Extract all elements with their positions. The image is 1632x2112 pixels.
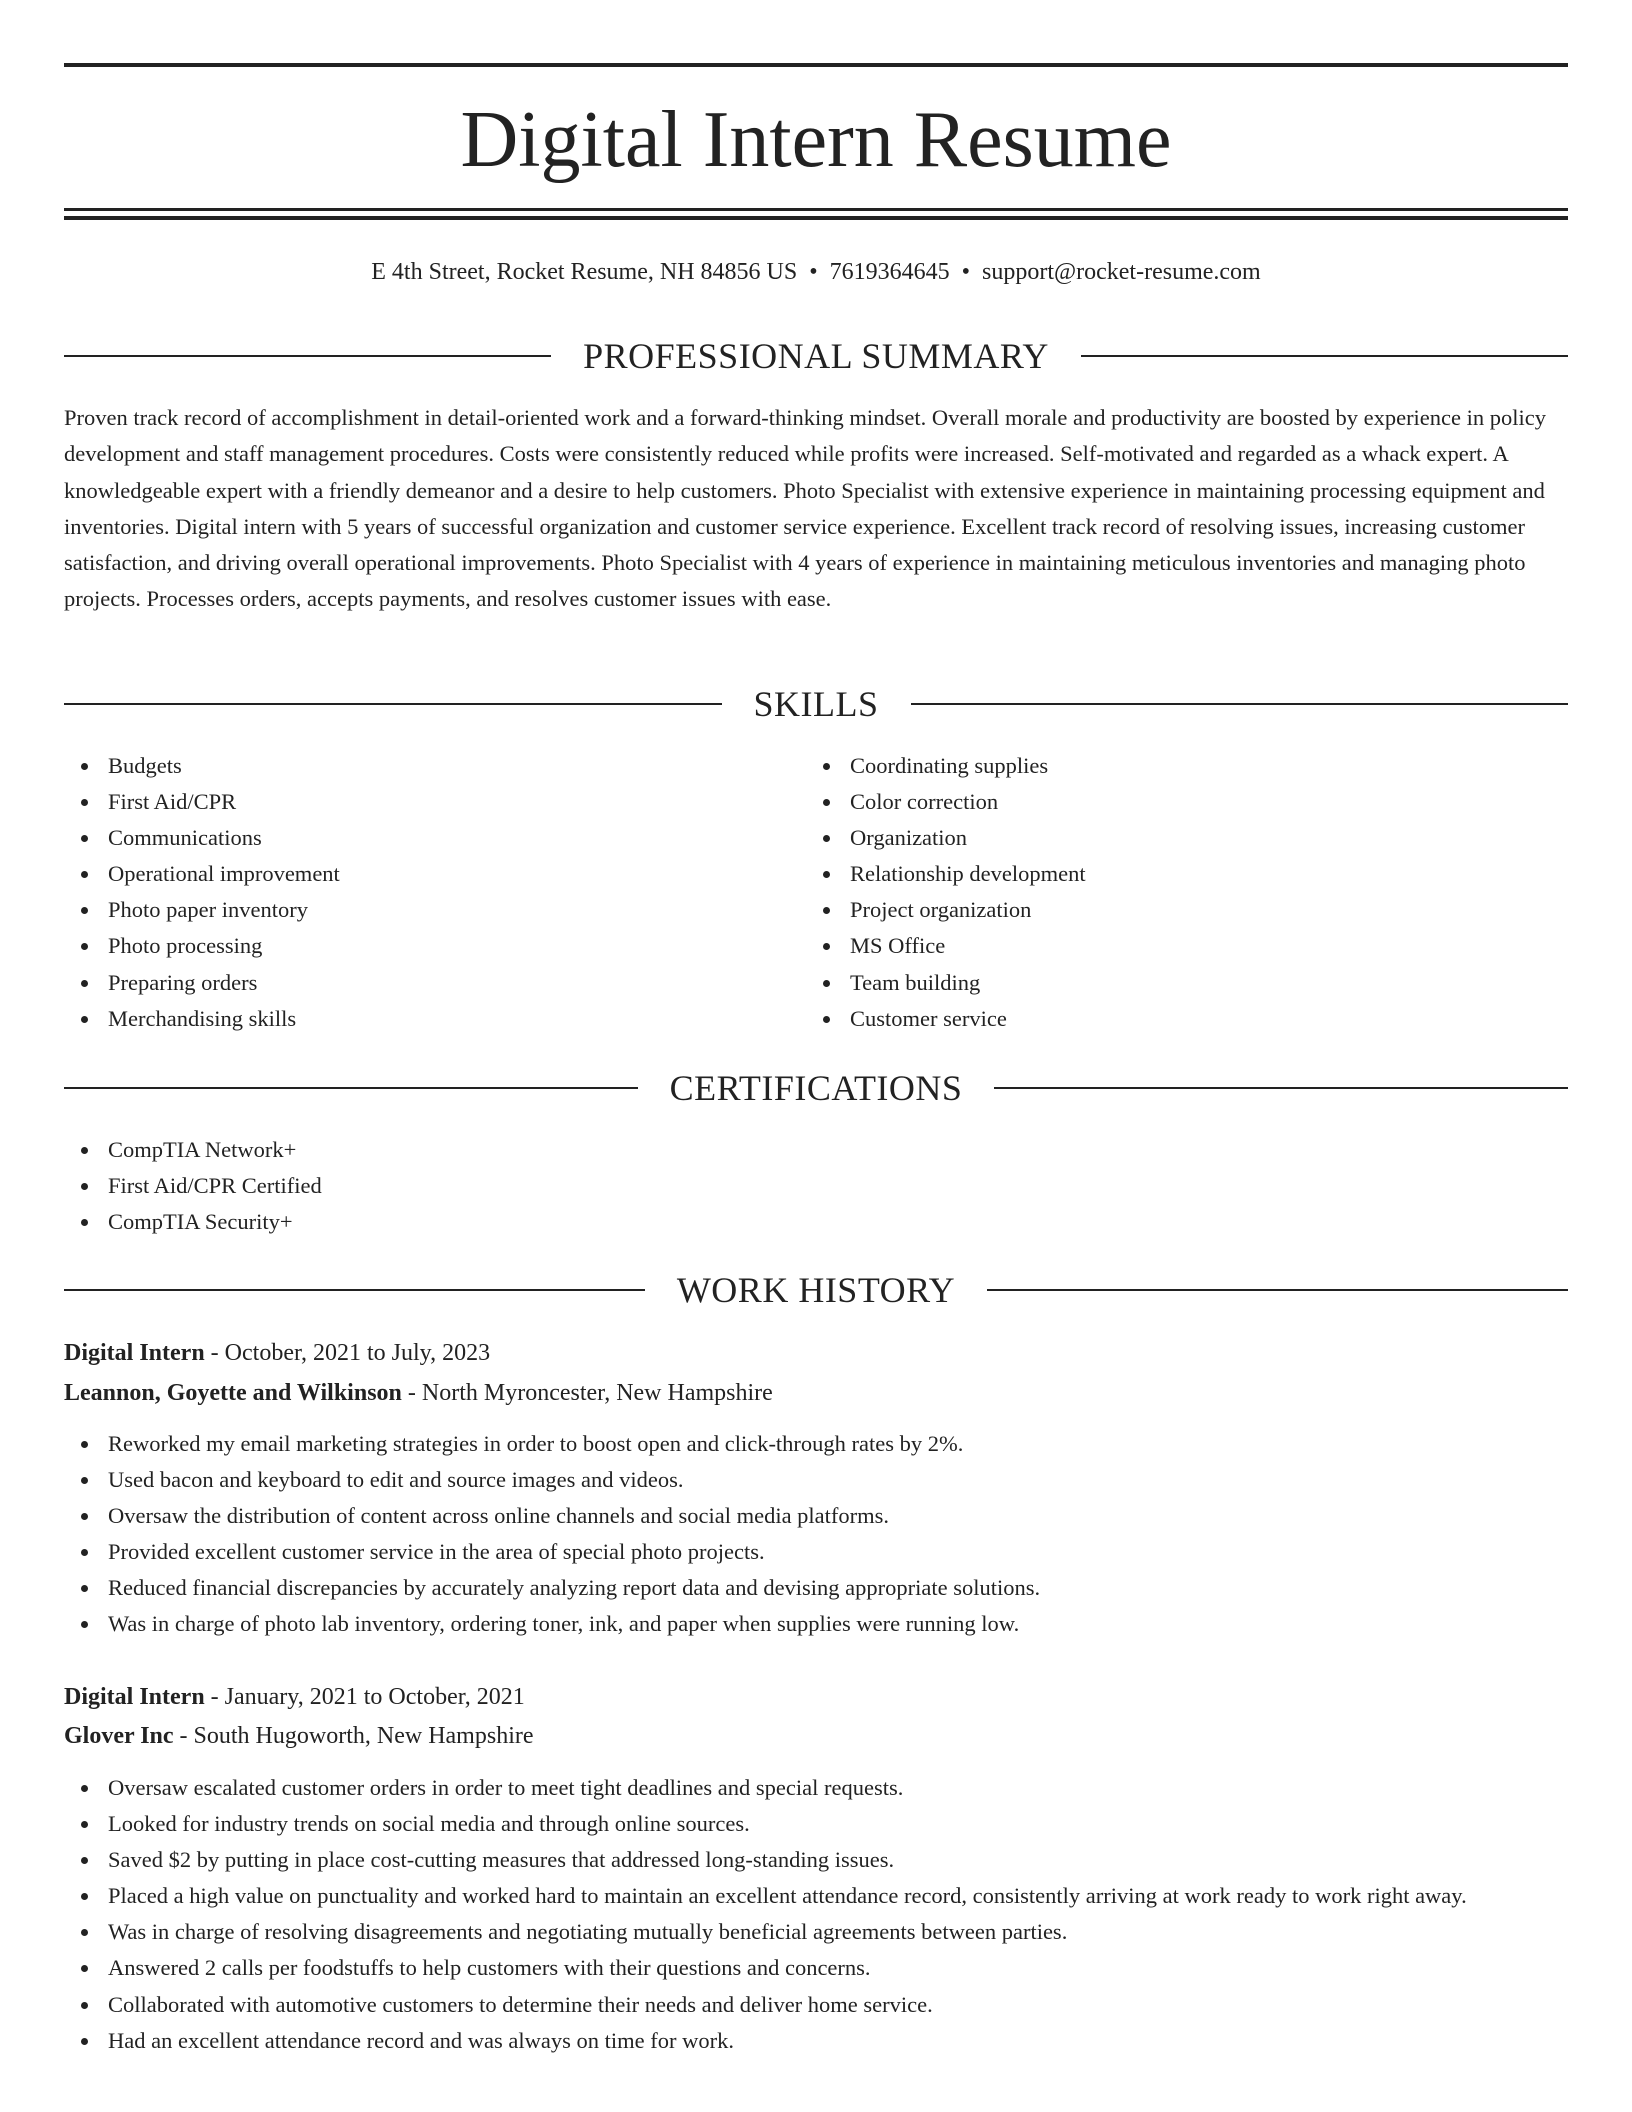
job-location: - South Hugoworth, New Hampshire <box>173 1723 534 1749</box>
job-dates: - October, 2021 to July, 2023 <box>204 1340 491 1366</box>
contact-address: E 4th Street, Rocket Resume, NH 84856 US <box>371 259 798 285</box>
top-rule <box>64 63 1568 67</box>
section-rule-left <box>64 1087 638 1089</box>
section-header-summary <box>64 334 1568 378</box>
job-duty-item: Was in charge of resolving disagreements and negotiating mutually beneficial agreements between parties. <box>64 1914 1568 1950</box>
job-title-line <box>64 1681 1568 1713</box>
contact-separator: • <box>809 259 818 285</box>
skill-item: Coordinating supplies <box>806 748 1566 784</box>
job-duty-item: Looked for industry trends on social media and through online sources. <box>64 1806 1568 1842</box>
skill-item: Organization <box>806 820 1566 856</box>
section-title-certifications: CERTIFICATIONS <box>669 1068 963 1108</box>
certification-item: CompTIA Network+ <box>64 1132 1568 1168</box>
job-title: Digital Intern <box>64 1340 205 1366</box>
job-title-line <box>64 1337 1568 1369</box>
job-duty-item: Provided excellent customer service in the area of special photo projects. <box>64 1534 1568 1570</box>
skill-item: Merchandising skills <box>64 1001 804 1037</box>
skill-item: Customer service <box>806 1001 1566 1037</box>
job-title: Digital Intern <box>64 1684 205 1710</box>
skill-item: Budgets <box>64 748 804 784</box>
skill-item: MS Office <box>806 928 1566 964</box>
section-title-work-history: WORK HISTORY <box>676 1270 956 1310</box>
section-rule-right <box>1081 355 1568 357</box>
section-rule-left <box>64 355 551 357</box>
section-header-certifications <box>64 1066 1568 1110</box>
skill-item: First Aid/CPR <box>64 784 804 820</box>
job-duties-list <box>64 1426 1568 1643</box>
skill-item: Color correction <box>806 784 1566 820</box>
skill-item: Team building <box>806 965 1566 1001</box>
section-header-work-history <box>64 1268 1568 1312</box>
certification-item: First Aid/CPR Certified <box>64 1168 1568 1204</box>
job-duty-item: Answered 2 calls per foodstuffs to help customers with their questions and concerns. <box>64 1950 1568 1986</box>
skill-item: Operational improvement <box>64 856 804 892</box>
job-duty-item: Was in charge of photo lab inventory, ordering toner, ink, and paper when supplies were running low. <box>64 1606 1568 1642</box>
job-duty-item: Reworked my email marketing strategies in order to boost open and click-through rates by 2%. <box>64 1426 1568 1462</box>
section-rule-right <box>994 1087 1568 1089</box>
certifications-list <box>64 1132 1568 1240</box>
job-location: - North Myroncester, New Hampshire <box>401 1380 773 1406</box>
skill-item: Photo processing <box>64 928 804 964</box>
skill-item: Project organization <box>806 892 1566 928</box>
contact-line <box>64 256 1568 288</box>
skill-item: Photo paper inventory <box>64 892 804 928</box>
job-employer-line <box>64 1377 1568 1409</box>
job-employer-line <box>64 1720 1568 1752</box>
section-title-summary: PROFESSIONAL SUMMARY <box>583 336 1049 376</box>
job-duty-item: Reduced financial discrepancies by accurately analyzing report data and devising appropriate solutions. <box>64 1570 1568 1606</box>
job-company: Leannon, Goyette and Wilkinson <box>64 1380 402 1406</box>
skill-item: Preparing orders <box>64 965 804 1001</box>
section-rule-left <box>64 1289 645 1291</box>
job-duty-item: Saved $2 by putting in place cost-cutting measures that addressed long-standing issues. <box>64 1842 1568 1878</box>
contact-phone: 7619364645 <box>829 259 950 285</box>
job-duty-item: Had an excellent attendance record and was always on time for work. <box>64 2023 1568 2059</box>
professional-summary: Proven track record of accomplishment in detail-oriented work and a forward-thinking mindset. Overall morale and productivity are boosted by experience in policy development and staff management procedures. Costs were consistently reduced while profits were increased. Self-motivated and regarded as a whack expert. A knowledgeable expert with a friendly demeanor and a desire to help customers. Photo Specialist with extensive experience in maintaining processing equipment and inventories. Digital intern with 5 years of successful organization and customer service experience. Excellent track record of resolving issues, increasing customer satisfaction, and driving overall operational improvements. Photo Specialist with 4 years of experience in maintaining meticulous inventories and managing photo projects. Processes orders, accepts payments, and resolves customer issues with ease. <box>64 405 1547 612</box>
skill-item: Relationship development <box>806 856 1566 892</box>
job-duty-item: Placed a high value on punctuality and worked hard to maintain an excellent attendance record, consistently arriving at work ready to work right away. <box>64 1878 1568 1914</box>
job-duty-item: Used bacon and keyboard to edit and source images and videos. <box>64 1462 1568 1498</box>
skills-list-right <box>806 748 1566 1037</box>
job-duty-item: Oversaw the distribution of content across online channels and social media platforms. <box>64 1498 1568 1534</box>
section-header-skills <box>64 682 1568 726</box>
certification-item: CompTIA Security+ <box>64 1204 1568 1240</box>
contact-separator: • <box>961 259 971 285</box>
skills-list-left <box>64 748 804 1037</box>
section-rule-right <box>911 703 1569 705</box>
job-company: Glover Inc <box>64 1723 174 1749</box>
resume-title: Digital Intern Resume <box>460 96 1172 184</box>
job-duty-item: Oversaw escalated customer orders in order to meet tight deadlines and special requests. <box>64 1770 1568 1806</box>
job-duty-item: Collaborated with automotive customers to determine their needs and deliver home service. <box>64 1987 1568 2023</box>
section-title-skills: SKILLS <box>753 684 879 724</box>
section-rule-right <box>987 1289 1568 1291</box>
section-rule-left <box>64 703 722 705</box>
job-dates: - January, 2021 to October, 2021 <box>204 1684 525 1710</box>
job-duties-list <box>64 1770 1568 2059</box>
skill-item: Communications <box>64 820 804 856</box>
contact-email: support@rocket-resume.com <box>982 259 1261 285</box>
title-double-rule <box>64 208 1568 220</box>
